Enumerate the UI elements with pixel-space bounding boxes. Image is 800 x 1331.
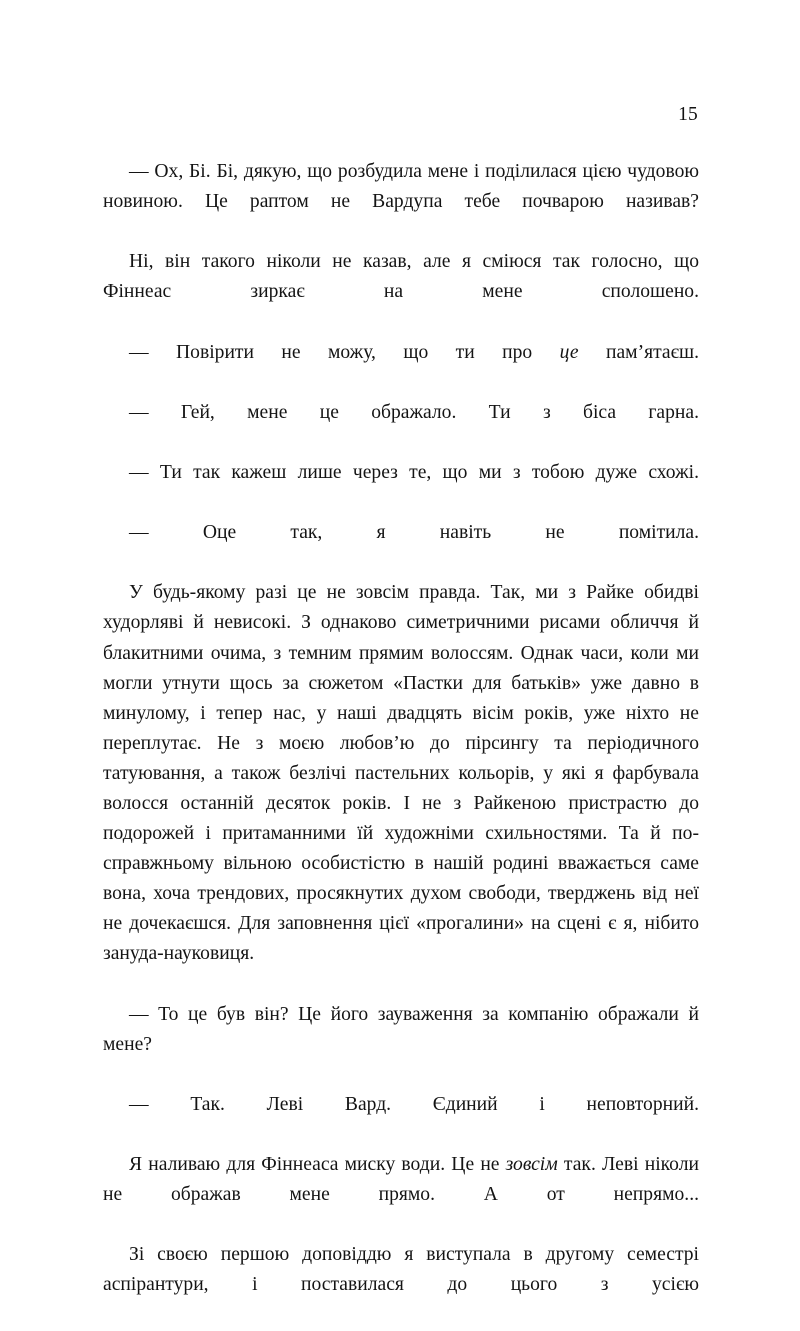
- paragraph-dialogue-2: [103, 338, 699, 398]
- text-run-roman: так. Леві ніколи не ображав мене прямо. А от непрямо...: [103, 1154, 699, 1206]
- paragraph-dialogue-7: — Так. Леві Вард. Єдиний і неповторний.: [129, 1093, 699, 1115]
- paragraph-dialogue-3: — Гей, мене це ображало. Ти з біса гарна.: [129, 401, 699, 423]
- paragraph-dialogue-5: — Оце так, я навіть не помітила.: [129, 522, 699, 544]
- text-run-italic: це: [559, 341, 579, 363]
- page-number: 15: [678, 104, 698, 125]
- text-run-roman: пам’ятаєш.: [578, 341, 699, 363]
- body-text-block: [103, 157, 699, 1331]
- text-run-italic: зовсім: [505, 1154, 558, 1176]
- paragraph-dialogue-4: — Ти так кажеш лише через те, що ми з тобою дуже схожі.: [129, 461, 699, 483]
- paragraph-narration-4: Зі своєю першою доповіддю я виступала в другому семестрі аспірантури, і поставилася до цього з усією: [103, 1244, 699, 1296]
- paragraph-narration-3: [103, 1150, 699, 1240]
- paragraph-dialogue-1: — Ох, Бі. Бі, дякую, що розбудила мене і поділилася цією чудовою новиною. Це раптом не Вардупа тебе почварою називав?: [103, 161, 699, 213]
- text-run-roman: — Повірити не можу, що ти про: [129, 341, 560, 363]
- paragraph-narration-2: У будь-якому разі це не зовсім правда. Так, ми з Райке обидві худорляві й невисокі. З однаково симетричними рисами обличчя й блакитними очима, з темним прямим волоссям. Однак часи, коли ми могли утнути щось за сюжетом «Пастки для батьків» уже давно в минулому, і тепер нас, у наші двадцять вісім років, уже ніхто не переплутає. Не з моєю любов’ю до пірсингу та періодичного татуювання, а також безлічі пастельних кольорів, у які я фарбувала волосся останній десяток років. І не з Райкеною пристрастю до подорожей і притаманними їй художніми схильностями. Та й по-справжньому вільною особистістю в нашій родині вважається саме вона, хоча трендових, просякнутих духом свободи, тверджень від неї не дочекаєшся. Для заповнення цієї «прогалини» на сцені є я, нібито зануда-науковиця.: [103, 582, 699, 965]
- paragraph-dialogue-6: — То це був він? Це його зауваження за компанію ображали й мене?: [103, 1003, 699, 1055]
- text-run-roman: Я наливаю для Фіннеаса миску води. Це не: [129, 1154, 506, 1176]
- paragraph-narration-1: Ні, він такого ніколи не казав, але я сміюся так голосно, що Фіннеас зиркає на мене сполошено.: [103, 251, 699, 303]
